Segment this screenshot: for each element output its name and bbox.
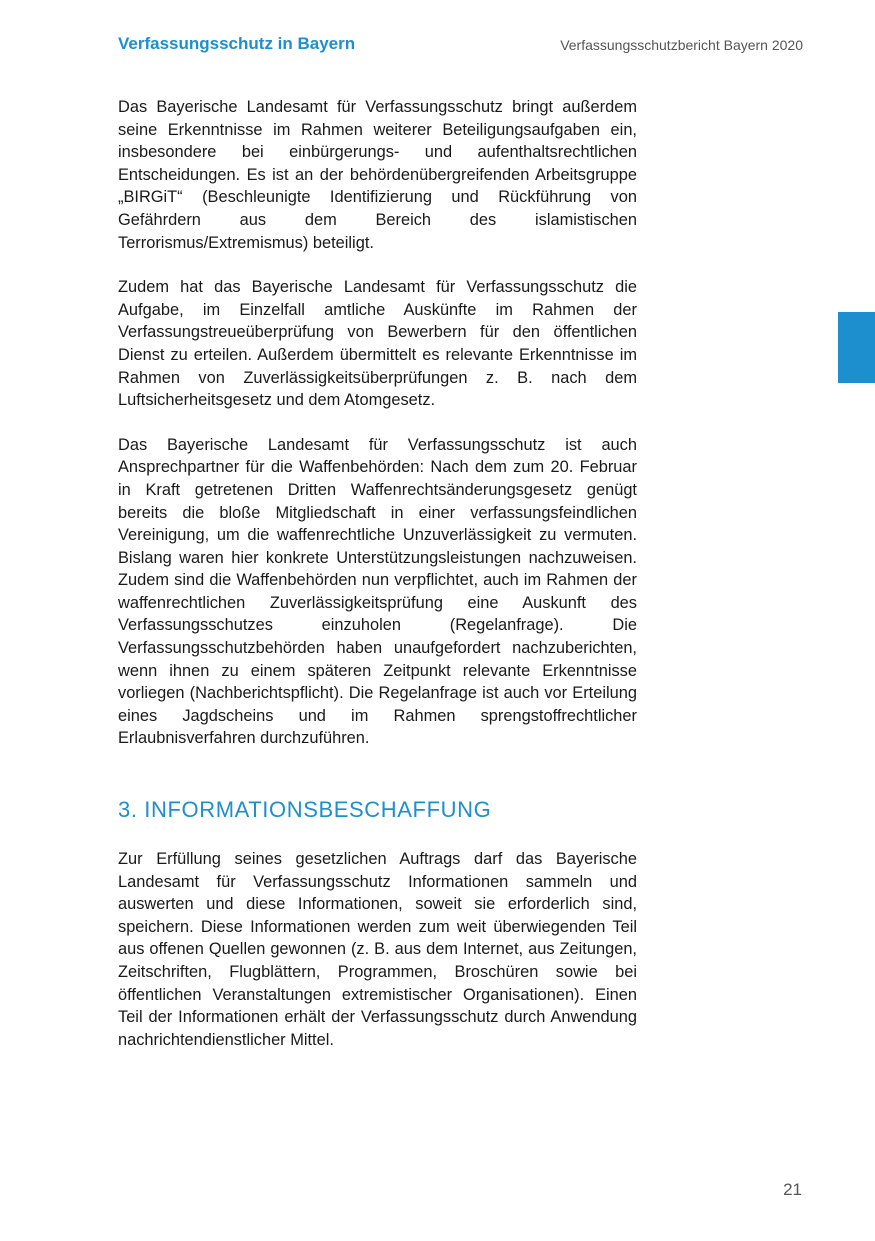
section-heading: 3. INFORMATIONSBESCHAFFUNG: [118, 797, 492, 823]
body-paragraph: Zudem hat das Bayerische Landesamt für Verfassungsschutz die Aufgabe, im Einzelfall amtliche Auskünfte im Rahmen der Verfassungstreueüberprüfung von Bewerbern für den öffentlichen Dienst zu erteilen. Außerdem übermittelt es relevante Erkenntnisse im Rahmen von Zuverlässigkeitsüberprüfungen z. B. nach dem Luftsicherheitsgesetz und dem Atomgesetz.: [118, 278, 637, 410]
running-header-publication: Verfassungsschutzbericht Bayern 2020: [560, 37, 803, 53]
running-header-section: Verfassungsschutz in Bayern: [118, 34, 356, 53]
chapter-marker-tab: [838, 312, 875, 383]
page-number: 21: [783, 1180, 802, 1199]
body-paragraph: Das Bayerische Landesamt für Verfassungsschutz bringt außerdem seine Erkenntnisse im Rahmen weiterer Beteiligungsaufgaben ein, insbesondere bei einbürgerungs- und aufenthaltsrechtlichen Entscheidungen. Es ist an der behördenübergreifenden Arbeitsgruppe „BIRGiT“ (Beschleunigte Identifizierung und Rückführung von Gefährdern aus dem Bereich des islamistischen Terrorismus/Extremismus) beteiligt.: [118, 98, 637, 252]
page-content: [118, 96, 637, 1051]
body-paragraph: Das Bayerische Landesamt für Verfassungsschutz ist auch Ansprechpartner für die Waffenbehörden: Nach dem zum 20. Februar in Kraft getretenen Dritten Waffenrechtsänderungsgesetz genügt bereits die bloße Mitgliedschaft in einer verfassungsfeindlichen Vereinigung, um die waffenrechtliche Unzuverlässigkeit zu vermuten. Bislang waren hier konkrete Unterstützungsleistungen nachzuweisen. Zudem sind die Waffenbehörden nun verpflichtet, auch im Rahmen der waffenrechtlichen Zuverlässigkeitsprüfung eine Auskunft des Verfassungsschutzes einzuholen (Regelanfrage). Die Verfassungsschutzbehörden haben unaufgefordert nachzuberichten, wenn ihnen zu einem späteren Zeitpunkt relevante Erkenntnisse vorliegen (Nachberichtspflicht). Die Regelanfrage ist auch vor Erteilung eines Jagdscheins und im Rahmen sprengstoffrechtlicher Erlaubnisverfahren durchzuführen.: [118, 435, 637, 748]
body-paragraph: Zur Erfüllung seines gesetzlichen Auftrags darf das Bayerische Landesamt für Verfassungsschutz Informationen sammeln und auswerten und diese Informationen, soweit sie erforderlich sind, speichern. Diese Informationen werden zum weit überwiegenden Teil aus offenen Quellen gewonnen (z. B. aus dem Internet, aus Zeitungen, Zeitschriften, Flugblättern, Programmen, Broschüren sowie bei öffentlichen Veranstaltungen extremistischer Organisationen). Einen Teil der Informationen erhält der Verfassungsschutz durch Anwendung nachrichtendienstlicher Mittel.: [118, 850, 637, 1049]
